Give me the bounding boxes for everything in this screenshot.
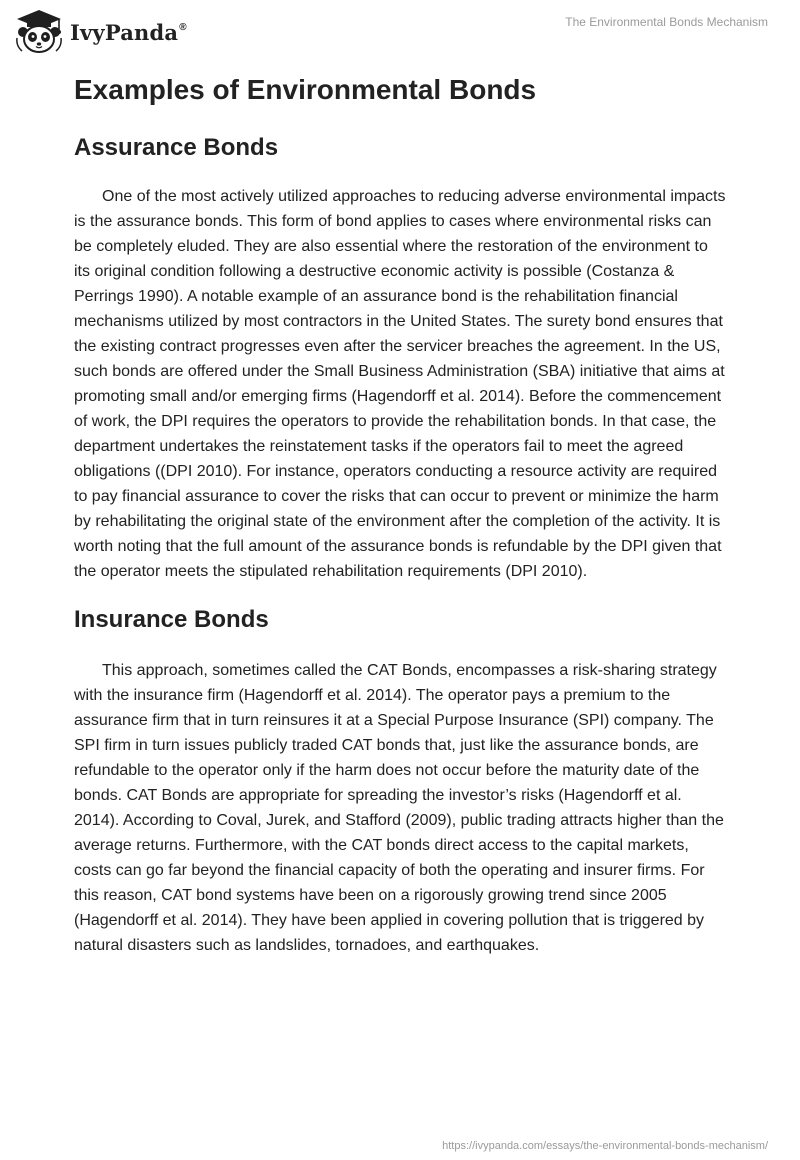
section-heading-assurance-bonds: Assurance Bonds	[74, 134, 279, 161]
registered-mark: ®	[179, 21, 187, 33]
panda-graduate-icon	[14, 8, 64, 54]
page-header	[0, 0, 800, 60]
section-paragraph-insurance-bonds: This approach, sometimes called the CAT Bonds, encompasses a risk-sharing strategy with the insurance firm (Hagendorff et al. 2014). The operator pays a premium to the assurance firm that in turn reinsures it at a Special Purpose Insurance (SPI) company. The SPI firm in turn issues publicly traded CAT bonds that, just like the assurance bonds, are refundable to the operator only if the harm does not occur before the maturity date of the bonds. CAT Bonds are appropriate for spreading the investor’s risks (Hagendorff et al. 2014). According to Coval, Jurek, and Stafford (2009), public trading attracts higher than the average returns. Furthermore, with the CAT bonds direct access to the capital markets, costs can go far beyond the financial capacity of both the operating and insurer firms. For this reason, CAT bond systems have been on a rigorously growing trend since 2005 (Hagendorff et al. 2014). They have been applied in covering pollution that is triggered by natural disasters such as landslides, tornadoes, and earthquakes.	[74, 662, 724, 954]
page-title: Examples of Environmental Bonds	[74, 74, 537, 105]
document-title: The Environmental Bonds Mechanism	[565, 15, 768, 29]
section-heading-insurance-bonds: Insurance Bonds	[74, 606, 269, 633]
section-paragraph-assurance-bonds: One of the most actively utilized approaches to reducing adverse environmental impacts is the assurance bonds. This form of bond applies to cases where environmental risks can be completely eluded. They are also essential where the restoration of the environment to its original condition following a destructive economic activity is possible (Costanza & Perrings 1990). A notable example of an assurance bond is the rehabilitation financial mechanisms utilized by most contractors in the United States. The surety bond ensures that the existing contract progresses even after the servicer breaches the agreement. In the US, such bonds are offered under the Small Business Administration (SBA) initiative that aims at promoting small and/or emerging firms (Hagendorff et al. 2014). Before the commencement of work, the DPI requires the operators to provide the rehabilitation bonds. In that case, the department undertakes the reinstatement tasks if the operators fail to meet the agreed obligations ((DPI 2010). For instance, operators conducting a resource activity are required to pay financial assurance to cover the risks that can occur to prevent or minimize the harm by rehabilitating the original state of the environment after the completion of the activity. It is worth noting that the full amount of the assurance bonds is refundable by the DPI given that the operator meets the stipulated rehabilitation requirements (DPI 2010).	[74, 188, 726, 580]
article-content	[74, 72, 726, 958]
source-url[interactable]: https://ivypanda.com/essays/the-environmental-bonds-mechanism/	[442, 1140, 768, 1152]
logo-text: IvyPanda®	[70, 19, 187, 45]
ivypanda-logo[interactable]	[14, 8, 187, 54]
